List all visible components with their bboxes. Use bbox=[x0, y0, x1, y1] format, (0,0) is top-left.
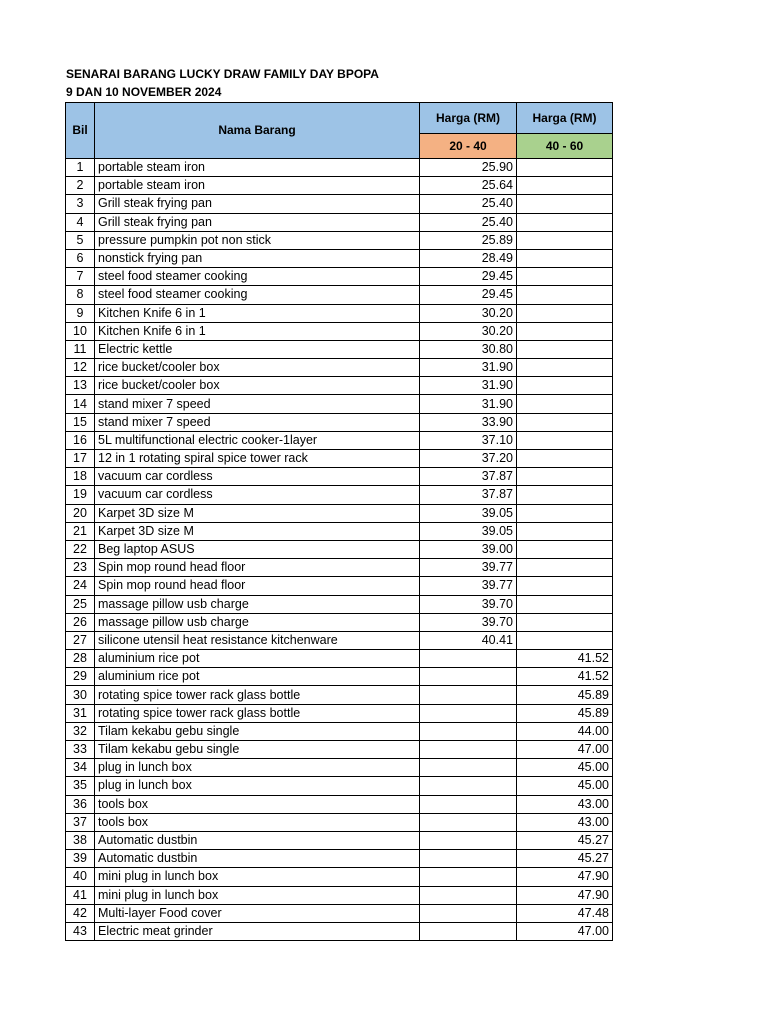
row-number: 38 bbox=[66, 831, 95, 849]
table-row bbox=[66, 286, 613, 304]
item-name: Multi-layer Food cover bbox=[95, 904, 420, 922]
table-row bbox=[66, 741, 613, 759]
row-number: 22 bbox=[66, 540, 95, 558]
table-row bbox=[66, 322, 613, 340]
price-40-60 bbox=[517, 268, 613, 286]
item-name: Automatic dustbin bbox=[95, 850, 420, 868]
item-name: 12 in 1 rotating spiral spice tower rack bbox=[95, 450, 420, 468]
price-20-40 bbox=[420, 777, 517, 795]
table-row bbox=[66, 813, 613, 831]
price-40-60 bbox=[517, 595, 613, 613]
row-number: 5 bbox=[66, 231, 95, 249]
header-harga-2: Harga (RM) bbox=[517, 103, 613, 134]
price-40-60 bbox=[517, 540, 613, 558]
price-40-60 bbox=[517, 631, 613, 649]
row-number: 14 bbox=[66, 395, 95, 413]
row-number: 34 bbox=[66, 759, 95, 777]
price-20-40: 40.41 bbox=[420, 631, 517, 649]
table-row bbox=[66, 722, 613, 740]
row-number: 37 bbox=[66, 813, 95, 831]
table-row bbox=[66, 377, 613, 395]
item-name: steel food steamer cooking bbox=[95, 268, 420, 286]
item-name: plug in lunch box bbox=[95, 777, 420, 795]
price-40-60: 44.00 bbox=[517, 722, 613, 740]
price-40-60: 47.00 bbox=[517, 741, 613, 759]
price-40-60 bbox=[517, 340, 613, 358]
price-20-40: 37.10 bbox=[420, 431, 517, 449]
table-row bbox=[66, 213, 613, 231]
price-40-60 bbox=[517, 322, 613, 340]
price-20-40: 29.45 bbox=[420, 286, 517, 304]
item-name: rotating spice tower rack glass bottle bbox=[95, 704, 420, 722]
price-40-60: 43.00 bbox=[517, 795, 613, 813]
item-name: rotating spice tower rack glass bottle bbox=[95, 686, 420, 704]
header-range-20-40: 20 - 40 bbox=[420, 134, 517, 159]
row-number: 10 bbox=[66, 322, 95, 340]
price-20-40: 25.40 bbox=[420, 195, 517, 213]
price-40-60: 41.52 bbox=[517, 668, 613, 686]
price-40-60 bbox=[517, 359, 613, 377]
price-20-40 bbox=[420, 686, 517, 704]
row-number: 3 bbox=[66, 195, 95, 213]
item-name: pressure pumpkin pot non stick bbox=[95, 231, 420, 249]
table-row bbox=[66, 613, 613, 631]
row-number: 2 bbox=[66, 177, 95, 195]
price-20-40: 25.90 bbox=[420, 159, 517, 177]
item-name: massage pillow usb charge bbox=[95, 613, 420, 631]
price-40-60 bbox=[517, 377, 613, 395]
table-row bbox=[66, 340, 613, 358]
row-number: 8 bbox=[66, 286, 95, 304]
price-40-60 bbox=[517, 159, 613, 177]
item-name: plug in lunch box bbox=[95, 759, 420, 777]
row-number: 42 bbox=[66, 904, 95, 922]
table-row bbox=[66, 704, 613, 722]
item-name: aluminium rice pot bbox=[95, 650, 420, 668]
row-number: 28 bbox=[66, 650, 95, 668]
table-row bbox=[66, 868, 613, 886]
item-name: tools box bbox=[95, 813, 420, 831]
item-name: Grill steak frying pan bbox=[95, 195, 420, 213]
row-number: 35 bbox=[66, 777, 95, 795]
table-row bbox=[66, 631, 613, 649]
item-name: Tilam kekabu gebu single bbox=[95, 722, 420, 740]
table-row bbox=[66, 177, 613, 195]
price-40-60 bbox=[517, 177, 613, 195]
price-40-60 bbox=[517, 486, 613, 504]
table-row bbox=[66, 759, 613, 777]
price-40-60: 45.89 bbox=[517, 704, 613, 722]
row-number: 39 bbox=[66, 850, 95, 868]
price-20-40 bbox=[420, 795, 517, 813]
price-20-40: 39.05 bbox=[420, 522, 517, 540]
row-number: 7 bbox=[66, 268, 95, 286]
row-number: 31 bbox=[66, 704, 95, 722]
item-name: 5L multifunctional electric cooker-1layer bbox=[95, 431, 420, 449]
row-number: 25 bbox=[66, 595, 95, 613]
item-name: steel food steamer cooking bbox=[95, 286, 420, 304]
price-40-60 bbox=[517, 286, 613, 304]
item-name: Karpet 3D size M bbox=[95, 504, 420, 522]
item-name: mini plug in lunch box bbox=[95, 868, 420, 886]
price-20-40: 28.49 bbox=[420, 249, 517, 267]
price-40-60 bbox=[517, 231, 613, 249]
prize-table bbox=[65, 102, 613, 941]
row-number: 9 bbox=[66, 304, 95, 322]
table-row bbox=[66, 468, 613, 486]
row-number: 18 bbox=[66, 468, 95, 486]
header-range-40-60: 40 - 60 bbox=[517, 134, 613, 159]
table-row bbox=[66, 777, 613, 795]
price-40-60 bbox=[517, 559, 613, 577]
item-name: Kitchen Knife 6 in 1 bbox=[95, 322, 420, 340]
table-row bbox=[66, 359, 613, 377]
item-name: stand mixer 7 speed bbox=[95, 413, 420, 431]
document-date: 9 DAN 10 NOVEMBER 2024 bbox=[66, 85, 222, 99]
item-name: aluminium rice pot bbox=[95, 668, 420, 686]
price-20-40 bbox=[420, 668, 517, 686]
item-name: rice bucket/cooler box bbox=[95, 377, 420, 395]
table-body bbox=[66, 159, 613, 941]
table-row bbox=[66, 159, 613, 177]
item-name: portable steam iron bbox=[95, 159, 420, 177]
row-number: 23 bbox=[66, 559, 95, 577]
row-number: 15 bbox=[66, 413, 95, 431]
price-20-40: 37.87 bbox=[420, 468, 517, 486]
price-20-40: 39.70 bbox=[420, 613, 517, 631]
table-row bbox=[66, 486, 613, 504]
table-row bbox=[66, 577, 613, 595]
price-40-60 bbox=[517, 413, 613, 431]
row-number: 12 bbox=[66, 359, 95, 377]
price-40-60: 47.48 bbox=[517, 904, 613, 922]
item-name: massage pillow usb charge bbox=[95, 595, 420, 613]
item-name: tools box bbox=[95, 795, 420, 813]
table-row bbox=[66, 268, 613, 286]
table-row bbox=[66, 922, 613, 940]
table-row bbox=[66, 304, 613, 322]
table-row bbox=[66, 795, 613, 813]
price-40-60: 47.90 bbox=[517, 868, 613, 886]
table-row bbox=[66, 904, 613, 922]
row-number: 41 bbox=[66, 886, 95, 904]
row-number: 36 bbox=[66, 795, 95, 813]
table-row bbox=[66, 504, 613, 522]
item-name: Kitchen Knife 6 in 1 bbox=[95, 304, 420, 322]
price-40-60: 45.89 bbox=[517, 686, 613, 704]
price-40-60: 45.00 bbox=[517, 759, 613, 777]
row-number: 19 bbox=[66, 486, 95, 504]
header-harga-1: Harga (RM) bbox=[420, 103, 517, 134]
table-row bbox=[66, 249, 613, 267]
item-name: vacuum car cordless bbox=[95, 486, 420, 504]
item-name: Spin mop round head floor bbox=[95, 559, 420, 577]
row-number: 4 bbox=[66, 213, 95, 231]
item-name: Spin mop round head floor bbox=[95, 577, 420, 595]
price-20-40 bbox=[420, 868, 517, 886]
price-20-40: 33.90 bbox=[420, 413, 517, 431]
price-20-40 bbox=[420, 922, 517, 940]
table-row bbox=[66, 195, 613, 213]
table-row bbox=[66, 431, 613, 449]
header-bil: Bil bbox=[66, 103, 95, 159]
price-40-60: 45.00 bbox=[517, 777, 613, 795]
price-20-40: 25.89 bbox=[420, 231, 517, 249]
price-20-40: 30.20 bbox=[420, 304, 517, 322]
price-40-60 bbox=[517, 522, 613, 540]
row-number: 43 bbox=[66, 922, 95, 940]
table-row bbox=[66, 650, 613, 668]
item-name: Grill steak frying pan bbox=[95, 213, 420, 231]
item-name: stand mixer 7 speed bbox=[95, 395, 420, 413]
price-20-40: 39.00 bbox=[420, 540, 517, 558]
price-40-60 bbox=[517, 450, 613, 468]
table-row bbox=[66, 850, 613, 868]
table-row bbox=[66, 413, 613, 431]
item-name: Beg laptop ASUS bbox=[95, 540, 420, 558]
row-number: 24 bbox=[66, 577, 95, 595]
row-number: 32 bbox=[66, 722, 95, 740]
price-20-40 bbox=[420, 886, 517, 904]
price-20-40: 39.05 bbox=[420, 504, 517, 522]
table-row bbox=[66, 886, 613, 904]
table-row bbox=[66, 540, 613, 558]
price-40-60 bbox=[517, 504, 613, 522]
item-name: nonstick frying pan bbox=[95, 249, 420, 267]
table-row bbox=[66, 231, 613, 249]
row-number: 30 bbox=[66, 686, 95, 704]
price-20-40 bbox=[420, 850, 517, 868]
price-40-60: 45.27 bbox=[517, 850, 613, 868]
price-20-40: 29.45 bbox=[420, 268, 517, 286]
row-number: 40 bbox=[66, 868, 95, 886]
price-20-40: 39.77 bbox=[420, 577, 517, 595]
table-row bbox=[66, 831, 613, 849]
price-20-40 bbox=[420, 904, 517, 922]
price-20-40 bbox=[420, 722, 517, 740]
price-20-40: 31.90 bbox=[420, 377, 517, 395]
row-number: 33 bbox=[66, 741, 95, 759]
document-title: SENARAI BARANG LUCKY DRAW FAMILY DAY BPOPA bbox=[66, 67, 379, 81]
row-number: 17 bbox=[66, 450, 95, 468]
table-row bbox=[66, 450, 613, 468]
table-row bbox=[66, 559, 613, 577]
price-40-60: 47.90 bbox=[517, 886, 613, 904]
price-40-60 bbox=[517, 395, 613, 413]
price-20-40 bbox=[420, 741, 517, 759]
row-number: 21 bbox=[66, 522, 95, 540]
row-number: 20 bbox=[66, 504, 95, 522]
price-40-60 bbox=[517, 249, 613, 267]
price-20-40: 37.20 bbox=[420, 450, 517, 468]
item-name: Tilam kekabu gebu single bbox=[95, 741, 420, 759]
item-name: Automatic dustbin bbox=[95, 831, 420, 849]
price-40-60: 41.52 bbox=[517, 650, 613, 668]
item-name: vacuum car cordless bbox=[95, 468, 420, 486]
price-40-60 bbox=[517, 577, 613, 595]
table-row bbox=[66, 522, 613, 540]
price-20-40 bbox=[420, 831, 517, 849]
table-row bbox=[66, 668, 613, 686]
table-row bbox=[66, 686, 613, 704]
price-20-40: 39.70 bbox=[420, 595, 517, 613]
item-name: rice bucket/cooler box bbox=[95, 359, 420, 377]
price-20-40: 37.87 bbox=[420, 486, 517, 504]
price-40-60 bbox=[517, 431, 613, 449]
price-40-60 bbox=[517, 195, 613, 213]
price-40-60 bbox=[517, 468, 613, 486]
item-name: Karpet 3D size M bbox=[95, 522, 420, 540]
header-row bbox=[66, 103, 613, 134]
price-40-60: 45.27 bbox=[517, 831, 613, 849]
item-name: Electric meat grinder bbox=[95, 922, 420, 940]
table-row bbox=[66, 395, 613, 413]
price-20-40: 30.20 bbox=[420, 322, 517, 340]
price-20-40: 39.77 bbox=[420, 559, 517, 577]
price-20-40: 30.80 bbox=[420, 340, 517, 358]
table-row bbox=[66, 595, 613, 613]
price-40-60: 43.00 bbox=[517, 813, 613, 831]
item-name: mini plug in lunch box bbox=[95, 886, 420, 904]
row-number: 26 bbox=[66, 613, 95, 631]
row-number: 11 bbox=[66, 340, 95, 358]
price-20-40 bbox=[420, 650, 517, 668]
price-40-60 bbox=[517, 213, 613, 231]
price-20-40: 31.90 bbox=[420, 359, 517, 377]
price-40-60 bbox=[517, 613, 613, 631]
price-20-40: 31.90 bbox=[420, 395, 517, 413]
row-number: 16 bbox=[66, 431, 95, 449]
price-20-40: 25.64 bbox=[420, 177, 517, 195]
price-20-40: 25.40 bbox=[420, 213, 517, 231]
row-number: 27 bbox=[66, 631, 95, 649]
row-number: 13 bbox=[66, 377, 95, 395]
price-40-60 bbox=[517, 304, 613, 322]
price-20-40 bbox=[420, 813, 517, 831]
header-nama-barang: Nama Barang bbox=[95, 103, 420, 159]
row-number: 29 bbox=[66, 668, 95, 686]
item-name: Electric kettle bbox=[95, 340, 420, 358]
price-20-40 bbox=[420, 704, 517, 722]
row-number: 6 bbox=[66, 249, 95, 267]
item-name: silicone utensil heat resistance kitchenware bbox=[95, 631, 420, 649]
price-20-40 bbox=[420, 759, 517, 777]
row-number: 1 bbox=[66, 159, 95, 177]
price-40-60: 47.00 bbox=[517, 922, 613, 940]
item-name: portable steam iron bbox=[95, 177, 420, 195]
